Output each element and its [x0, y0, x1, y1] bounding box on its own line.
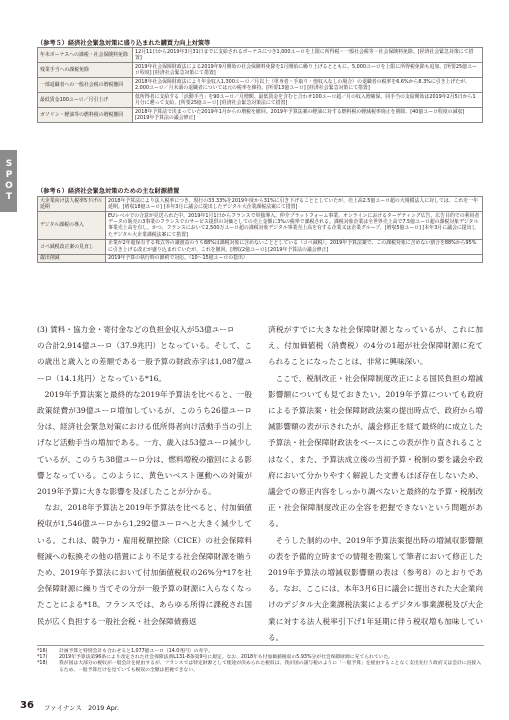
row-label: 年末ボーナスへの課税・社会保険料免除	[38, 48, 133, 63]
side-tab-label: SPOT	[4, 159, 14, 203]
row-label: ガソリン・軽油等の燃料税の増税撤回	[38, 108, 133, 123]
row-text: 12月11日から2019年3月31日までに支給されるボーナスにつき1,000ユーロを上限に所得税・一般社会税等・社会保険料免除。[経済社会緊急対策にて措置]	[133, 48, 483, 63]
body-right-column	[268, 322, 483, 646]
footnote-mark: *16)	[37, 649, 48, 654]
table-row	[38, 212, 483, 240]
table-row	[38, 239, 483, 254]
ref6-table	[37, 196, 483, 263]
footnote-text: 2019年予算法第96条により改定された社会保障法典L131-8条第9号に規定。なお、2018年も付加価値税収の5.93%分が社会保障財源に充てられていた。	[59, 655, 394, 661]
paragraph: ここで、税制改正・社会保障制度改正による国民負担の増減影響額についても見ておきたい。2019年予算についても政府による予算法案・社会保障財政法案の提出時点で、政府から増減影響額の表が示されたが、議会修正を経て最終的に成立した予算法・社会保障財政法をベースにこの表が作り直されることはなく、また、予算法成立後の当初予算・税制の要を議会や政府において分かりやすく解説した文書もほぼ存在しないため、議会での修正内容をしっかり調べないと最終的な予算・税制改正・社会保障制度改正の全容を把握できないという問題がある。	[268, 373, 483, 529]
body-left-column	[37, 322, 252, 630]
ref6-table-body	[38, 197, 483, 263]
ref5-table	[37, 47, 483, 123]
paragraph: 2019年予算法案と最終的な2019年予算法を比べると、一般政策経費が39億ユーロ増加しているが、このうち26億ユーロ分は、経済社会緊急対策における低所得者向け活動手当の引上げなど活動手当の増加である。一方、歳入は53億ユーロ減少しているが、このうち38億ユーロ分は、燃料増税の撤回による影響となっている。このように、黄色いベスト運動への対策が2019年予算に大きな影響を及ぼしたことが分かる。	[37, 389, 252, 497]
row-text: 2018年予算法により法人税率につき、現行の33.33%を2019年度から31%に引き下げることとしていたが、売上高2.5億ユーロ超の大規模法人に対しては、これを一年延期。[増収18億ユーロ] [本年3月に議会に提出したデジタル大企業課税法案にて措置]	[106, 197, 483, 212]
paragraph: の合計2,914億ユーロ（37.9兆円）となっている。そして、この歳出と歳入との差額である一般予算の財政赤字は1,087億ユーロ（14.1兆円）となっている*16。	[37, 341, 252, 383]
table-row	[38, 254, 483, 263]
ref6-title: （参考６）経済社会緊急対策のための主な財源措置	[37, 188, 180, 195]
footnote-text: 我が国は大部分の税収が一般会計を経由するが、フランスでは特定財源として使途が決められた税収は、我が国の譲与税のように「一般予算」を経由することなく支出先行う政府又は会計に直接入るため、一般予算だけを見ていても税収の全額は把握できない。	[59, 661, 481, 673]
row-label: デジタル課税の導入	[38, 212, 106, 240]
table-row	[38, 48, 483, 63]
page-number: 36	[20, 700, 34, 711]
row-text: EUレベルでの合意が見送られた中、2019年1月1日からフランスで単独導入。仲介プラットフォーム事業、オンラインにおけるターゲティング広告、広告目的での利用者データの販売の3事業のフランスでのサービス提供の対価としての売上金額に3%の税率で課税される。課税対象企業は全世界売上高で7.5億ユーロ超の課税対象デジタル事業売上高を有し、かつ、フランスにおいて2,500万ユーロ超の課税対象デジタル事業売上高を有する企業又は企業グループ。[増収5億ユーロ] [本年3月に議会に提出したデジタル大企業課税法案にて措置]	[106, 212, 483, 240]
row-text: 企業が2年超保有する株式等の譲渡益のうち88%は課税対象に含めないこととしている（コペ減税）。2019年予算法案で、この課税対象に含めない割合を88%から95%に引き上げる改正が盛り込まれていたが、これを撤回。[増収2億ユーロ] [2019年予算法の議会修正]	[106, 239, 483, 254]
paragraph: なお、2018年予算法と2019年予算法を比べると、付加価値税収が1,546億ユーロから1,292億ユーロへと大きく減少している。これは、競争力・雇用税額控除（CICE）の社会保障料軽減への転換その他の措置により不足する社会保障財源を賄うため、2019年予算法において付加価値税収の26%分*17を社会保障財源に繰り当てその分が一般予算の財源に入らなくなったことによる*18。フランスでは、あらゆる所得に課税され国民が広く負担する一般社会税・社会保障債務返	[37, 503, 252, 626]
section-side-tab	[0, 150, 17, 212]
paragraph: そうした制約の中、2019年予算法案提出時の増減収影響額の表を予備的立時までの情報を勘案して筆者において修正した2019年予算法の増減収影響額の表は（参考8）のとおりである。なお、ここには、本年3月6日に議会に提出された大企業向けのデジタル大企業課税法案によるデジタル事業課税及び大企業に対する法人税率引下げ1年延期に伴う税収増も加味している。	[268, 535, 483, 642]
row-text: 低所得者に支給する「活動手当」を90ユーロ／月増額。最低賃金を含むと合わせ100ユーロ超／月の収入増確保。同手当の支給開始は2019年2月5日から1月分に遡って支給。[所要25億ユーロ] [経済社会緊急対策法にて措置]	[133, 93, 483, 108]
row-label: 最低賃金100ユーロ／月引上げ	[38, 93, 133, 108]
row-text: 2018年予算法で決まっていた2019年1月からの増税を撤回。2019年予算法案の軽油に対する燃料税の軽減税率廃止を削除。[40億ユーロ程度の減収] [2019年予算法の議会修正]	[133, 108, 483, 123]
row-label: 大企業向け法人税率5下げの延期	[38, 197, 106, 212]
footnote-divider	[37, 645, 484, 646]
table-row	[38, 63, 483, 78]
row-label: 一部退職者への一般社会税の増税撤回	[38, 78, 133, 93]
footnote-mark: *17)	[37, 655, 48, 661]
table-row	[38, 93, 483, 108]
row-label: 歳出削減	[38, 254, 106, 263]
row-label: コペ減税改正案の見直し	[38, 239, 106, 254]
row-text: 2018年社会保障財政法により年金収入1,300ユーロ／月以上（単身者・手取り・他収入なしの場合）の退職者の税率を6.6%から8.3%に引き上げたが、2,000ユーロ／月未満の退職者については元の税率を維持。[所要13億ユーロ] [経済社会緊急対策にて措置]	[133, 78, 483, 93]
footnote-text: 計画予算と特別会計も合わせると1,077億ユーロ（14.0兆円）の赤字。	[59, 649, 213, 654]
paragraph: 済税がすでに大きな社会保障財源となっているが、これに加え、付加価値税（消費税）の4分の1超が社会保障財源に充てられることになったことは、非常に興味深い。	[268, 325, 483, 367]
row-label: 残業手当への課税免除	[38, 63, 133, 78]
paragraph: (3) 賃料・協力金・寄付金などの負担金収入が53億ユーロ	[37, 325, 235, 334]
table-row	[38, 197, 483, 212]
ref5-table-body	[38, 48, 483, 123]
table-row	[38, 108, 483, 123]
ref5-title: （参考５）経済社会緊急対策に盛り込まれた購買力向上対策等	[37, 40, 211, 47]
row-text: 2019年社会保障財政法による2019年9月開始の社会保険料免除を1月開始に繰り上げるとともに、5,000ユーロを上限に所得税免除も追加。[所要25億ユーロ程度] [経済社会緊急対策にて措置]	[133, 63, 483, 78]
footnote-item	[37, 661, 484, 673]
table-row	[38, 78, 483, 93]
footnotes	[37, 649, 484, 674]
row-text: 2019年予算の執行時の節約で対応。（10～15億ユーロの捻出）	[106, 254, 483, 263]
footnote-mark: *18)	[37, 661, 48, 667]
magazine-name: ファイナンス 2019 Apr.	[44, 704, 119, 712]
